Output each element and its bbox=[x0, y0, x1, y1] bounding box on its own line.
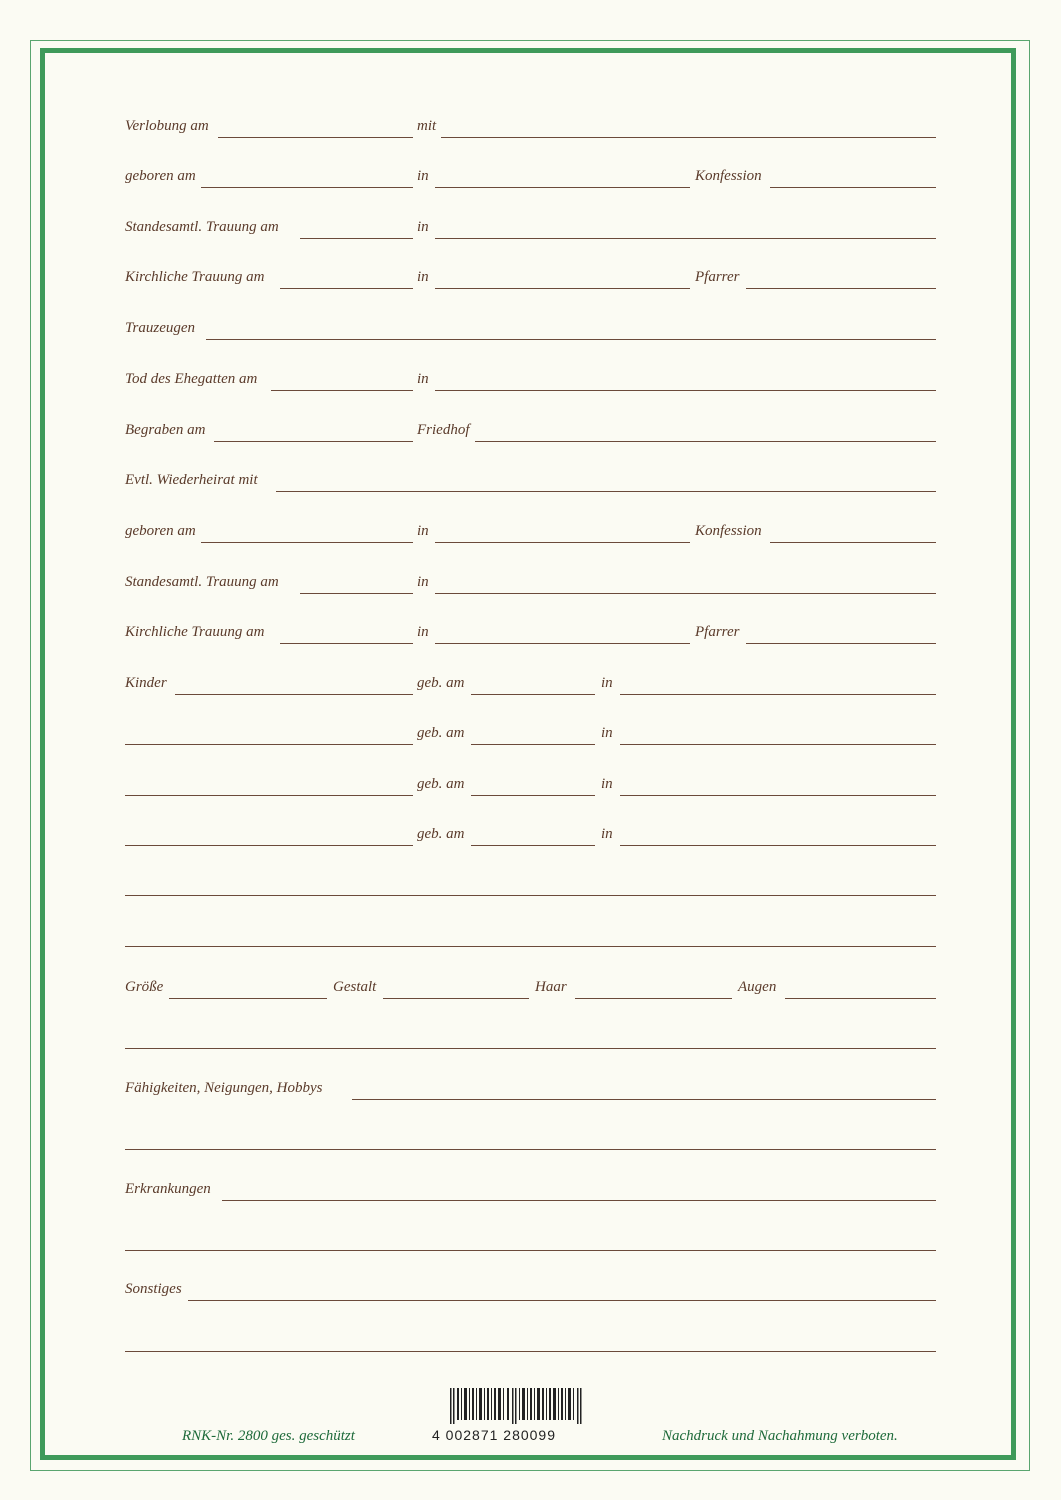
row-blank-4 bbox=[125, 1120, 936, 1150]
row-sonstiges bbox=[125, 1271, 936, 1301]
row-kinder-4 bbox=[125, 816, 936, 846]
label-standesamtl: Standesamtl. Trauung am bbox=[125, 574, 279, 590]
label-trauzeugen: Trauzeugen bbox=[125, 320, 196, 336]
row-blank-1 bbox=[125, 866, 936, 896]
field-wiederheirat[interactable] bbox=[276, 491, 936, 492]
label-sonstiges: Sonstiges bbox=[125, 1281, 182, 1297]
row-kinder-3 bbox=[125, 766, 936, 796]
field-geboren-place[interactable] bbox=[435, 187, 690, 188]
field-konfession[interactable] bbox=[770, 187, 936, 188]
row-begraben bbox=[125, 412, 936, 442]
field-blank-line[interactable] bbox=[125, 1351, 936, 1352]
row-blank-3 bbox=[125, 1019, 936, 1049]
label-pfarrer: Pfarrer bbox=[695, 624, 740, 640]
row-geboren-2 bbox=[125, 513, 936, 543]
row-geboren bbox=[125, 158, 936, 188]
field-standesamtl-2-place[interactable] bbox=[435, 593, 936, 594]
label-geb-am: geb. am bbox=[417, 776, 465, 792]
footer-notice: Nachdruck und Nachahmung verboten. bbox=[662, 1428, 898, 1444]
label-geboren-am: geboren am bbox=[125, 168, 196, 184]
label-verlobung: Verlobung am bbox=[125, 118, 209, 134]
label-standesamtl: Standesamtl. Trauung am bbox=[125, 219, 279, 235]
footer-rnk: RNK-Nr. 2800 ges. geschützt bbox=[182, 1428, 355, 1444]
row-trauzeugen bbox=[125, 310, 936, 340]
field-geboren-2-date[interactable] bbox=[201, 542, 413, 543]
field-kind-3-place[interactable] bbox=[620, 795, 936, 796]
field-kind-1-place[interactable] bbox=[620, 694, 936, 695]
label-wiederheirat: Evtl. Wiederheirat mit bbox=[125, 472, 258, 488]
field-begraben-date[interactable] bbox=[214, 441, 413, 442]
label-konfession: Konfession bbox=[695, 523, 762, 539]
row-kirchliche bbox=[125, 259, 936, 289]
field-standesamtl-place[interactable] bbox=[435, 238, 936, 239]
field-faehigkeiten[interactable] bbox=[352, 1099, 936, 1100]
field-pfarrer[interactable] bbox=[746, 288, 936, 289]
label-in: in bbox=[417, 574, 429, 590]
label-geboren-am: geboren am bbox=[125, 523, 196, 539]
label-kinder: Kinder bbox=[125, 675, 167, 691]
field-kind-2-place[interactable] bbox=[620, 744, 936, 745]
label-haar: Haar bbox=[535, 979, 567, 995]
label-mit: mit bbox=[417, 118, 437, 134]
field-blank-line[interactable] bbox=[125, 1250, 936, 1251]
row-standesamtl bbox=[125, 209, 936, 239]
label-kirchliche: Kirchliche Trauung am bbox=[125, 624, 265, 640]
label-in: in bbox=[417, 219, 429, 235]
label-geb-am: geb. am bbox=[417, 725, 465, 741]
label-pfarrer: Pfarrer bbox=[695, 269, 740, 285]
field-standesamtl-2-date[interactable] bbox=[300, 593, 413, 594]
field-kirchliche-2-place[interactable] bbox=[435, 643, 690, 644]
row-kirchliche-2 bbox=[125, 614, 936, 644]
label-augen: Augen bbox=[738, 979, 777, 995]
label-in: in bbox=[417, 624, 429, 640]
field-blank-line[interactable] bbox=[125, 1048, 936, 1049]
field-kirchliche-2-date[interactable] bbox=[280, 643, 413, 644]
row-faehigkeiten bbox=[125, 1070, 936, 1100]
row-standesamtl-2 bbox=[125, 564, 936, 594]
row-blank-5 bbox=[125, 1221, 936, 1251]
field-augen[interactable] bbox=[785, 998, 936, 999]
field-kind-4-place[interactable] bbox=[620, 845, 936, 846]
field-kind-3-date[interactable] bbox=[471, 795, 595, 796]
label-in: in bbox=[601, 826, 613, 842]
field-kind-3-name[interactable] bbox=[125, 795, 413, 796]
field-tod-place[interactable] bbox=[435, 390, 936, 391]
field-trauzeugen[interactable] bbox=[206, 339, 936, 340]
field-kind-2-name[interactable] bbox=[125, 744, 413, 745]
field-geboren-2-place[interactable] bbox=[435, 542, 690, 543]
field-blank-line[interactable] bbox=[125, 895, 936, 896]
label-faehigkeiten: Fähigkeiten, Neigungen, Hobbys bbox=[125, 1080, 323, 1096]
row-blank-6 bbox=[125, 1322, 936, 1352]
row-aussehen bbox=[125, 969, 936, 999]
row-blank-2 bbox=[125, 917, 936, 947]
field-kind-1-name[interactable] bbox=[175, 694, 413, 695]
barcode-icon bbox=[450, 1388, 584, 1424]
label-in: in bbox=[601, 776, 613, 792]
label-in: in bbox=[417, 371, 429, 387]
label-friedhof: Friedhof bbox=[417, 422, 470, 438]
barcode-number: 4 002871 280099 bbox=[432, 1427, 556, 1443]
label-groesse: Größe bbox=[125, 979, 164, 995]
label-in: in bbox=[417, 523, 429, 539]
field-kirchliche-date[interactable] bbox=[280, 288, 413, 289]
field-friedhof[interactable] bbox=[475, 441, 936, 442]
label-geb-am: geb. am bbox=[417, 826, 465, 842]
field-kind-4-date[interactable] bbox=[471, 845, 595, 846]
label-geb-am: geb. am bbox=[417, 675, 465, 691]
row-kinder-2 bbox=[125, 715, 936, 745]
label-in: in bbox=[601, 725, 613, 741]
field-kind-2-date[interactable] bbox=[471, 744, 595, 745]
field-groesse[interactable] bbox=[169, 998, 327, 999]
label-in: in bbox=[417, 269, 429, 285]
label-gestalt: Gestalt bbox=[333, 979, 377, 995]
label-kirchliche: Kirchliche Trauung am bbox=[125, 269, 265, 285]
field-blank-line[interactable] bbox=[125, 946, 936, 947]
row-kinder-1 bbox=[125, 665, 936, 695]
field-pfarrer-2[interactable] bbox=[746, 643, 936, 644]
row-verlobung bbox=[125, 108, 936, 138]
field-blank-line[interactable] bbox=[125, 1149, 936, 1150]
field-sonstiges[interactable] bbox=[188, 1300, 936, 1301]
field-verlobung-partner[interactable] bbox=[441, 137, 936, 138]
label-in: in bbox=[417, 168, 429, 184]
field-geboren-date[interactable] bbox=[201, 187, 413, 188]
field-kirchliche-place[interactable] bbox=[435, 288, 690, 289]
field-haar[interactable] bbox=[575, 998, 732, 999]
label-tod: Tod des Ehegatten am bbox=[125, 371, 258, 387]
label-in: in bbox=[601, 675, 613, 691]
row-tod bbox=[125, 361, 936, 391]
field-erkrankungen[interactable] bbox=[222, 1200, 936, 1201]
label-erkrankungen: Erkrankungen bbox=[125, 1181, 211, 1197]
field-standesamtl-date[interactable] bbox=[300, 238, 413, 239]
field-kind-4-name[interactable] bbox=[125, 845, 413, 846]
field-verlobung-date[interactable] bbox=[218, 137, 413, 138]
field-kind-1-date[interactable] bbox=[471, 694, 595, 695]
field-tod-date[interactable] bbox=[271, 390, 413, 391]
field-konfession-2[interactable] bbox=[770, 542, 936, 543]
label-begraben: Begraben am bbox=[125, 422, 206, 438]
row-wiederheirat bbox=[125, 462, 936, 492]
field-gestalt[interactable] bbox=[383, 998, 529, 999]
row-erkrankungen bbox=[125, 1171, 936, 1201]
label-konfession: Konfession bbox=[695, 168, 762, 184]
